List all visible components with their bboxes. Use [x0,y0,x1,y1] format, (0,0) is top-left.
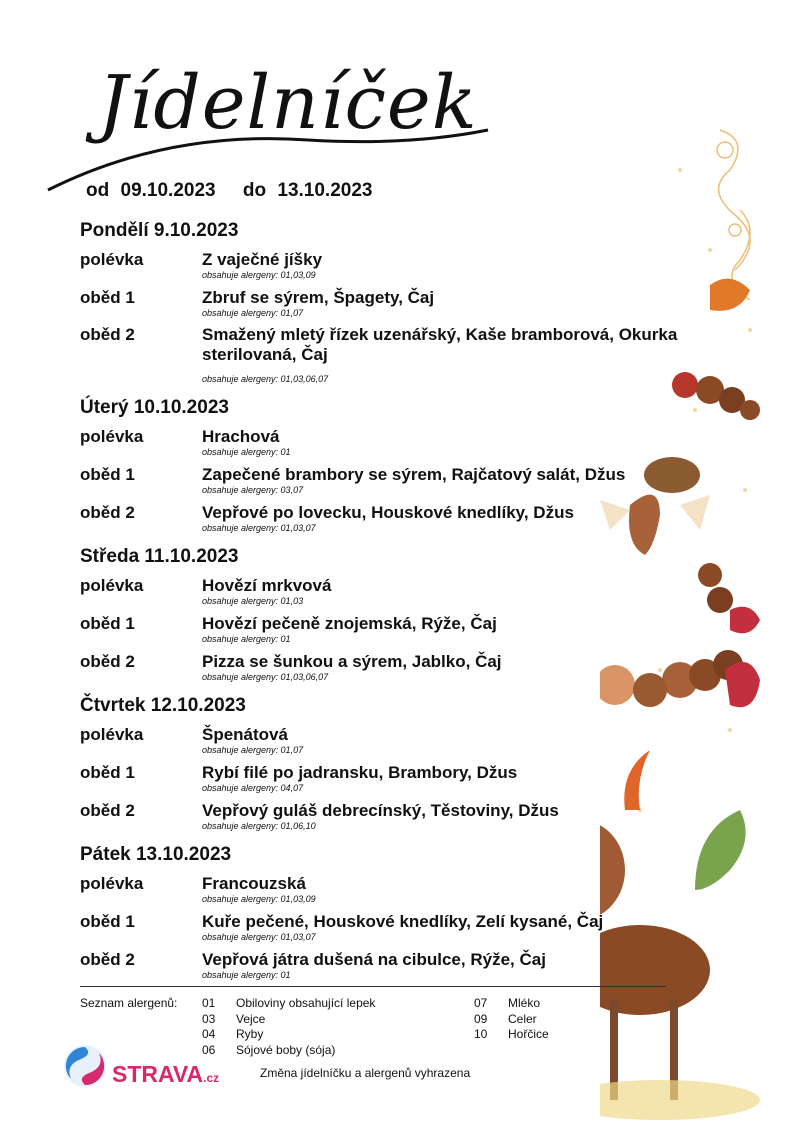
meal-label: oběd 2 [80,652,135,671]
meal-allergens: obsahuje alergeny: 04,07 [202,783,304,793]
meal-label: oběd 1 [80,912,135,931]
day-section [80,397,770,541]
allergen-entry: 03 Vejce [202,1011,266,1026]
strava-logo-text: STRAVA.cz [112,1061,220,1087]
meal-row [80,912,770,950]
meal-row [80,725,770,763]
meal-name: Zapečené brambory se sýrem, Rajčatový salát, Džus [202,465,626,484]
meal-allergens: obsahuje alergeny: 01,06,10 [202,821,316,831]
allergen-legend-col-2 [474,996,549,1043]
meal-name: Hovězí mrkvová [202,576,332,595]
allergen-legend-col-1 [202,996,375,1058]
allergen-entry: 10 Hořčice [474,1027,549,1041]
meal-allergens: obsahuje alergeny: 01,03,09 [202,894,316,904]
meal-allergens: obsahuje alergeny: 01,03,09 [202,270,316,280]
day-section [80,220,770,385]
meal-label: oběd 2 [80,503,135,522]
meal-name: Špenátová [202,725,288,744]
meal-allergens: obsahuje alergeny: 01 [202,634,291,644]
allergen-entry: 06 Sójové boby (sója) [202,1042,336,1057]
meal-name: Kuře pečené, Houskové knedlíky, Zelí kysané, Čaj [202,912,604,931]
day-title: Úterý 10.10.2023 [80,397,229,418]
meal-allergens: obsahuje alergeny: 01,03 [202,596,304,606]
meal-allergens: obsahuje alergeny: 01 [202,970,291,980]
strava-logo-icon [62,1043,108,1089]
day-section [80,695,770,839]
date-range [86,180,378,202]
meal-allergens: obsahuje alergeny: 01,07 [202,745,304,755]
meal-label: polévka [80,725,144,744]
day-title: Středa 11.10.2023 [80,546,239,567]
meal-label: oběd 2 [80,325,135,344]
meal-allergens: obsahuje alergeny: 01,07 [202,308,304,318]
meal-label: polévka [80,576,144,595]
meal-row [80,950,770,988]
meal-name: Hrachová [202,427,280,446]
meal-name: Smažený mletý řízek uzenářský, Kaše bramborová, Okurka sterilovaná, Čaj [202,325,678,364]
page-header [40,40,500,200]
meal-label: oběd 2 [80,801,135,820]
date-to-label: do [242,180,267,201]
meal-allergens: obsahuje alergeny: 01,03,06,07 [202,672,329,682]
meal-label: oběd 2 [80,950,135,969]
meal-row [80,325,770,385]
day-title: Pondělí 9.10.2023 [80,220,239,241]
meal-name: Pizza se šunkou a sýrem, Jablko, Čaj [202,652,502,671]
meal-label: oběd 1 [80,288,135,307]
meal-row [80,465,770,503]
meal-row [80,874,770,912]
meal-row [80,576,770,614]
date-from-label: od [86,180,110,201]
meal-name: Hovězí pečeně znojemská, Rýže, Čaj [202,614,497,633]
meal-name: Francouzská [202,874,306,893]
meal-name: Vepřové po lovecku, Houskové knedlíky, Džus [202,503,574,522]
meal-label: polévka [80,250,144,269]
meal-name: Rybí filé po jadransku, Brambory, Džus [202,763,518,782]
allergen-entry: 09 Celer [474,1011,537,1026]
day-title: Pátek 13.10.2023 [80,844,232,865]
meal-row [80,614,770,652]
day-title: Čtvrtek 12.10.2023 [80,695,246,716]
meal-row [80,652,770,690]
meal-name: Z vaječné jíšky [202,250,323,269]
meal-row [80,288,770,325]
meal-allergens: obsahuje alergeny: 01 [202,447,291,457]
date-from: 09.10.2023 [120,180,216,201]
meal-allergens: obsahuje alergeny: 03,07 [202,485,304,495]
meal-label: oběd 1 [80,763,135,782]
disclaimer: Změna jídelníčku a alergenů vyhrazena [260,1066,471,1080]
date-to: 13.10.2023 [277,180,373,201]
meal-allergens: obsahuje alergeny: 01,03,07 [202,523,316,533]
allergen-entry: 07 Mléko [474,996,541,1010]
meal-label: polévka [80,874,144,893]
allergen-entry: 01 Obiloviny obsahující lepek [202,996,376,1010]
meal-row [80,763,770,801]
meal-row [80,801,770,839]
meal-label: oběd 1 [80,465,135,484]
page-title: Jídelníček [98,60,478,146]
meal-name: Vepřový guláš debrecínský, Těstoviny, Džus [202,801,559,820]
meal-name: Zbruf se sýrem, Špagety, Čaj [202,288,435,307]
allergen-legend-title: Seznam alergenů: [80,996,178,1010]
day-section [80,844,770,988]
meal-name: Vepřová játra dušená na cibulce, Rýže, Čaj [202,950,546,969]
day-section [80,546,770,690]
meal-allergens: obsahuje alergeny: 01,03,06,07 [202,374,329,384]
meal-allergens: obsahuje alergeny: 01,03,07 [202,932,316,942]
meal-label: oběd 1 [80,614,135,633]
meal-label: polévka [80,427,144,446]
legend-divider [80,986,666,987]
allergen-entry: 04 Ryby [202,1027,264,1041]
strava-logo [62,1043,220,1093]
meal-row [80,250,770,288]
meal-row [80,503,770,541]
meal-row [80,427,770,465]
